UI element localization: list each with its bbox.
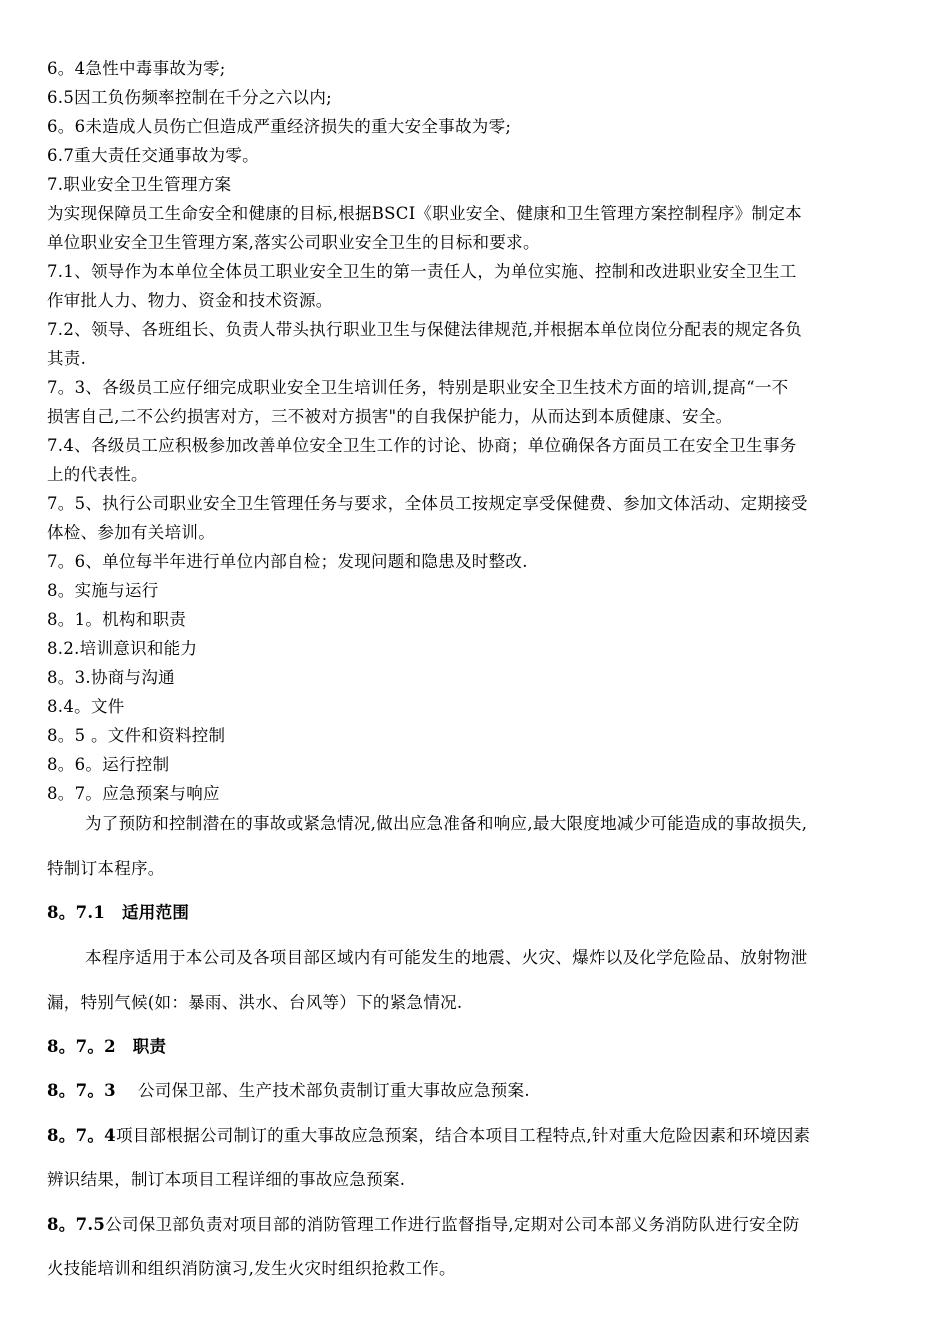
text-line: 8。7。4项目部根据公司制订的重大事故应急预案，结合本项目工程特点,针对重大危险因素和环境因素 <box>47 1126 811 1145</box>
subsection-heading: 8。7.1 适用范围 <box>47 903 190 922</box>
text-line: 7。6、单位每半年进行单位内部自检；发现问题和隐患及时整改. <box>47 552 528 571</box>
section-number: 8。7。4 <box>47 1126 116 1145</box>
subsection-heading: 8。7。应急预案与响应 <box>47 784 220 803</box>
text-line: 体检、参加有关培训。 <box>47 523 215 542</box>
text-line: 7.1、领导作为本单位全体员工职业安全卫生的第一责任人，为单位实施、控制和改进职业安全卫生工 <box>47 262 797 281</box>
text-line: 6。6未造成人员伤亡但造成严重经济损失的重大安全事故为零; <box>47 117 512 136</box>
text-line: 损害自己,二不公约损害对方，三不被对方损害"的自我保护能力，从而达到本质健康、安全。 <box>47 407 733 426</box>
text-line: 漏，特别气候(如：暴雨、洪水、台风等）下的紧急情况. <box>47 993 463 1012</box>
text-line: 7。3、各级员工应仔细完成职业安全卫生培训任务，特别是职业安全卫生技术方面的培训,提高“一不 <box>47 378 789 397</box>
text-line: 上的代表性。 <box>47 465 148 484</box>
text-line: 为了预防和控制潜在的事故或紧急情况,做出应急准备和响应,最大限度地减少可能造成的事故损失, <box>85 814 808 833</box>
subsection-heading: 8。3.协商与沟通 <box>47 668 175 687</box>
text-line: 6.7重大责任交通事故为零。 <box>47 146 259 165</box>
text-line: 7。5、执行公司职业安全卫生管理任务与要求，全体员工按规定享受保健费、参加文体活动、定期接受 <box>47 494 808 513</box>
section-heading: 7.职业安全卫生管理方案 <box>47 175 232 194</box>
text-line: 火技能培训和组织消防演习,发生火灾时组织抢救工作。 <box>47 1259 456 1278</box>
text-line: 本程序适用于本公司及各项目部区域内有可能发生的地震、火灾、爆炸以及化学危险品、放射物泄 <box>85 948 808 967</box>
text-line: 8。7。3 公司保卫部、生产技术部负责制订重大事故应急预案. <box>47 1081 530 1100</box>
subsection-heading: 8.2.培训意识和能力 <box>47 639 198 658</box>
text-line: 辨识结果，制订本项目工程详细的事故应急预案. <box>47 1170 406 1189</box>
text-line: 6。4急性中毒事故为零; <box>47 59 226 78</box>
text-line: 为实现保障员工生命安全和健康的目标,根据BSCI《职业安全、健康和卫生管理方案控制程序》制定本 <box>47 204 802 223</box>
subsection-heading: 8。5 。文件和资料控制 <box>47 726 226 745</box>
text-line: 其责. <box>47 349 87 368</box>
section-number: 8。7。3 <box>47 1081 116 1100</box>
text-line: 8。7.5公司保卫部负责对项目部的消防管理工作进行监督指导,定期对公司本部义务消防队进行安全防 <box>47 1215 800 1234</box>
subsection-heading: 8。6。运行控制 <box>47 755 170 774</box>
text-line: 作审批人力、物力、资金和技术资源。 <box>47 291 333 310</box>
text-line: 特制订本程序。 <box>47 859 165 878</box>
subsection-heading: 8.4。文件 <box>47 697 125 716</box>
section-heading: 8。实施与运行 <box>47 581 159 600</box>
text-line: 6.5因工负伤频率控制在千分之六以内; <box>47 88 332 107</box>
subsection-heading: 8。1。机构和职责 <box>47 610 187 629</box>
text-line: 7.2、领导、各班组长、负责人带头执行职业卫生与保健法律规范,并根据本单位岗位分配表的规定各负 <box>47 320 803 339</box>
subsection-heading: 8。7。2 职责 <box>47 1037 167 1056</box>
section-number: 8。7.5 <box>47 1215 106 1234</box>
text-line: 7.4、各级员工应积极参加改善单位安全卫生工作的讨论、协商；单位确保各方面员工在安全卫生事务 <box>47 436 797 455</box>
text-line: 单位职业安全卫生管理方案,落实公司职业安全卫生的目标和要求。 <box>47 233 540 252</box>
